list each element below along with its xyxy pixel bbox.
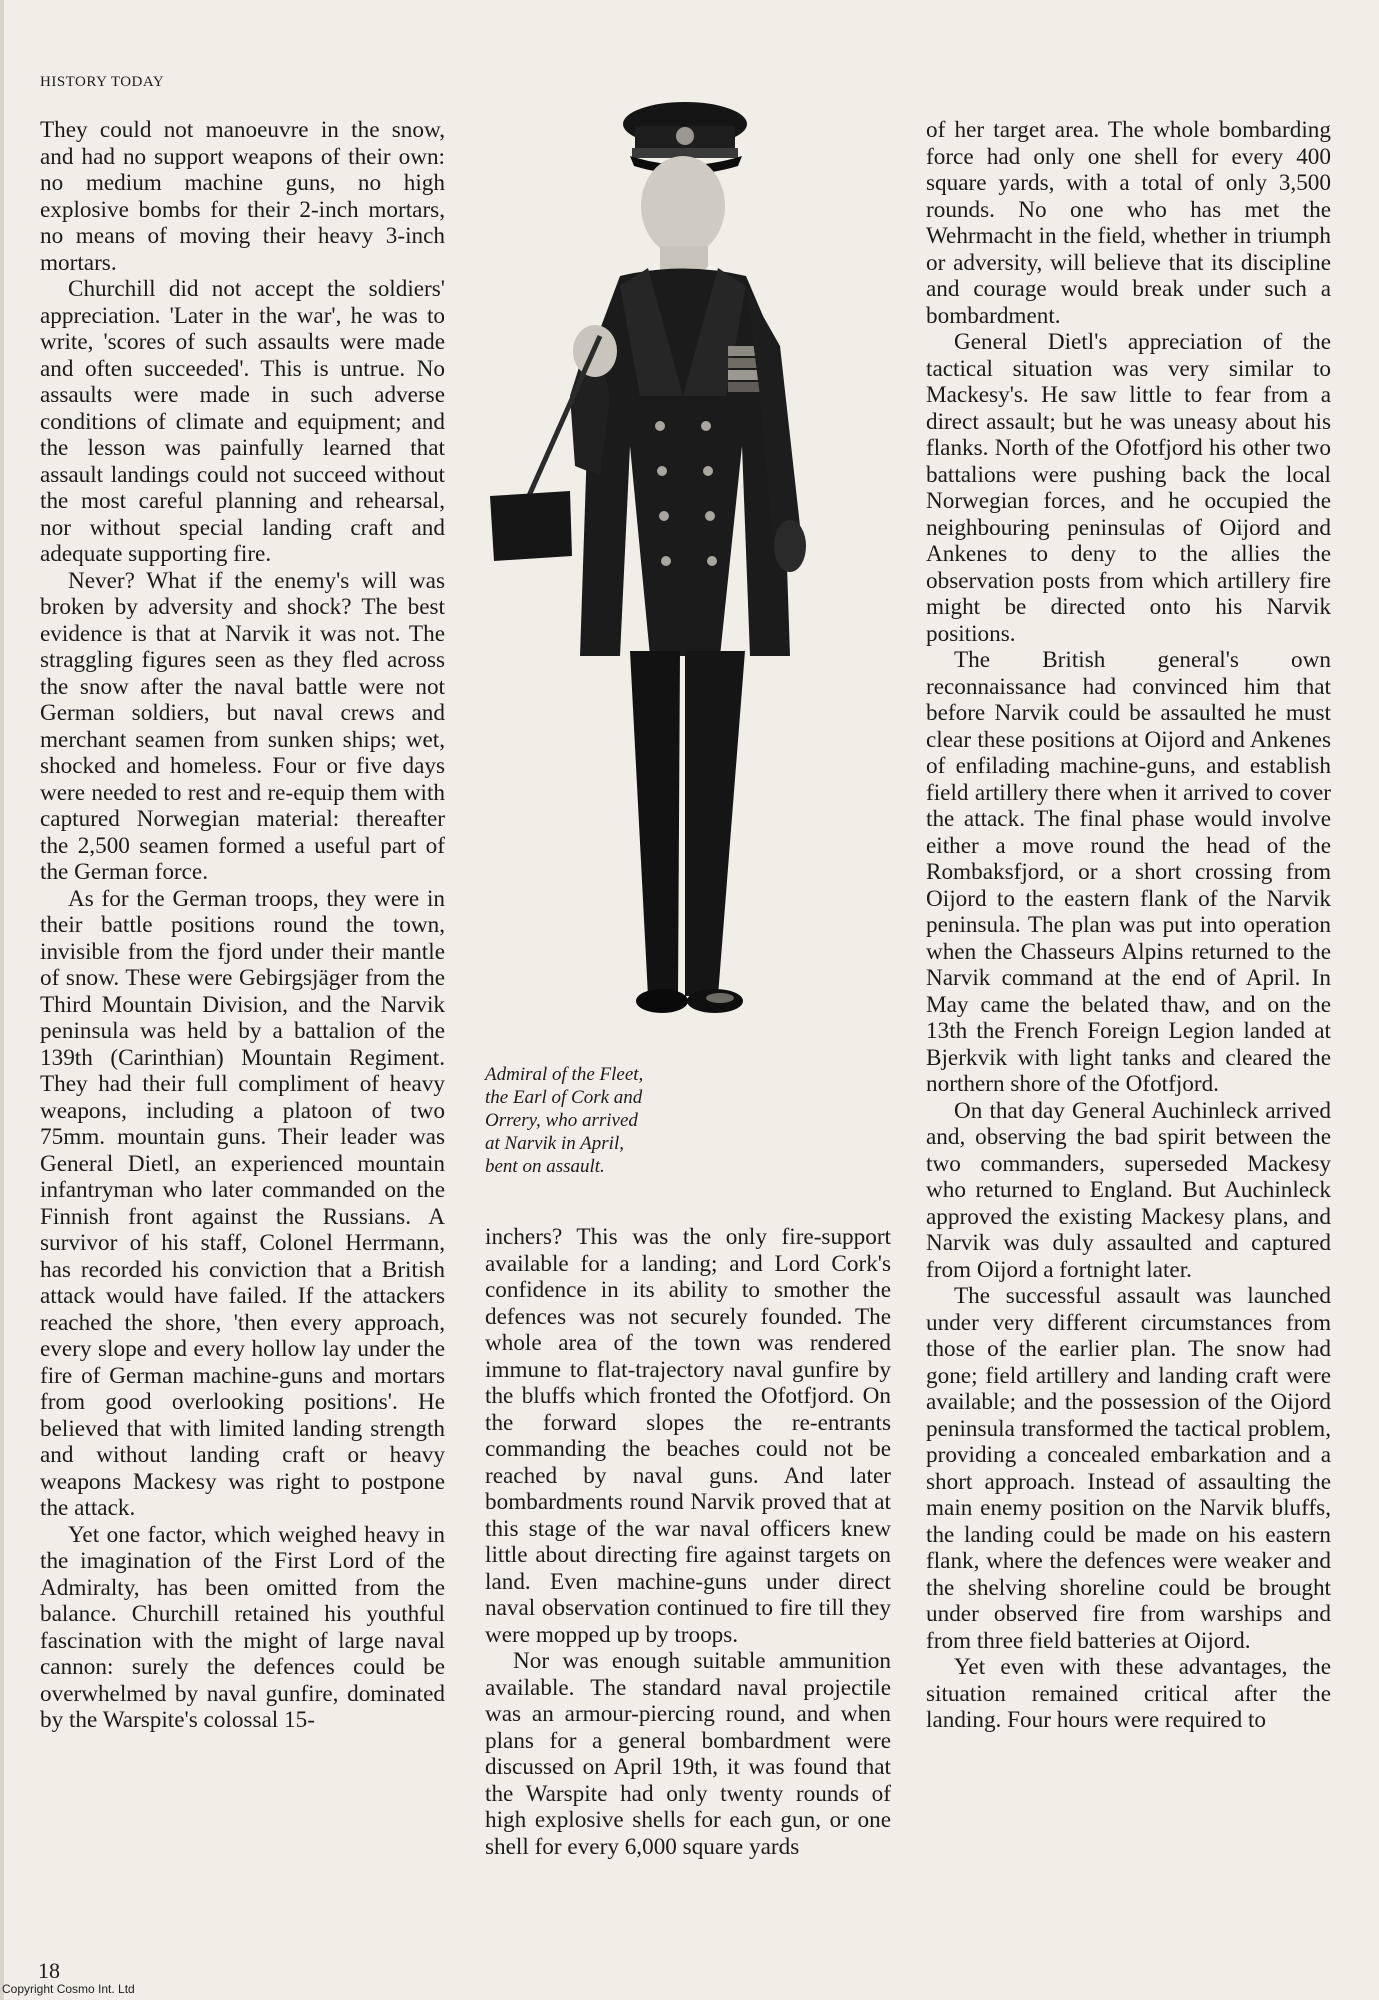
paragraph: As for the German troops, they were in their battle positions round the town, invisible from the fjord under their mantle of snow. These were Gebirgsjäger from the Third Mountain Division, and the Narvik peninsula was held by a battalion of the 139th (Carinthian) Mountain Regiment. They had their full compliment of heavy weapons, including a platoon of two 75mm. mountain guns. Their leader was General Dietl, an experienced mountain infantryman who later commanded on the Finnish front against the Russians. A survivor of his staff, Colonel Herrmann, has recorded his conviction that a British attack would have failed. If the attackers reached the shore, 'then every approach, every slope and every hollow lay under the fire of German machine-guns and mortars from good overlooking positions'. He believed that with limited landing strength and without landing craft or heavy weapons Mackesy was right to postpone the attack.	[40, 885, 445, 1521]
paragraph: inchers? This was the only fire-support available for a landing; and Lord Cork's confidence in its ability to smother the defences was not securely founded. The whole area of the town was rendered immune to flat-trajectory naval gunfire by the bluffs which fronted the Ofotfjord. On the forward slopes the re-entrants commanding the beaches could not be reached by naval guns. And later bombardments round Narvik proved that at this stage of the war naval officers knew little about directing fire against targets on land. Even machine-guns under direct naval observation continued to fire till they were mopped up by troops.	[485, 1224, 891, 1648]
paragraph: Churchill did not accept the soldiers' appreciation. 'Later in the war', he was to write, 'scores of such assaults were made and often succeeded'. This is untrue. No assaults were made in such adverse conditions of climate and equipment; and the lesson was painfully learned that assault landings could not succeed without the most careful planning and rehearsal, nor without special landing craft and adequate supporting fire.	[40, 276, 445, 567]
copyright-notice: Copyright Cosmo Int. Ltd	[2, 1982, 135, 1996]
paragraph: General Dietl's appreciation of the tactical situation was very similar to Mackesy's. He saw little to fear from a direct assault; but he was uneasy about his flanks. North of the Ofotfjord his other two battalions were pushing back the local Norwegian forces, and he occupied the neighbouring peninsulas of Oijord and Ankenes to deny to the allies the observation posts from which artillery fire might be directed onto his Narvik positions.	[926, 329, 1331, 647]
text-column-1	[40, 117, 445, 1734]
photo-caption: Admiral of the Fleet, the Earl of Cork and Orrery, who arrived at Narvik in April, bent on assault.	[485, 1064, 644, 1177]
paragraph: The successful assault was launched under very different circumstances from those of the earlier plan. The snow had gone; field artillery and landing craft were available; and the possession of the Oijord peninsula transformed the tactical problem, providing a concealed embarkation and a short approach. Instead of assaulting the main enemy position on the Narvik bluffs, the landing could be made on his eastern flank, where the defences were weaker and the shelving shoreline could be brought under observed fire from warships and from three field batteries at Oijord.	[926, 1283, 1331, 1654]
running-header: HISTORY TODAY	[40, 74, 165, 90]
paragraph: Never? What if the enemy's will was broken by adversity and shock? The best evidence is that at Narvik it was not. The straggling figures seen as they fled across the snow after the naval battle were not German soldiers, but naval crews and merchant seamen from sunken ships; wet, shocked and homeless. Four or five days were needed to rest and re-equip them with captured Norwegian material: thereafter the 2,500 seamen formed a useful part of the German force.	[40, 567, 445, 885]
paragraph: On that day General Auchinleck arrived and, observing the bad spirit between the two commanders, superseded Mackesy who returned to England. But Auchinleck approved the existing Mackesy plans, and Narvik was duly assaulted and captured from Oijord a fortnight later.	[926, 1097, 1331, 1283]
page-number: 18	[38, 1958, 60, 1983]
paragraph: The British general's own reconnaissance had convinced him that before Narvik could be assaulted he must clear these positions at Oijord and Ankenes of enfilading machine-guns, and establish field artillery there when it arrived to cover the attack. The final phase would involve either a move round the head of the Rombaksfjord, or a short crossing from Oijord to the eastern flank of the Narvik peninsula. The plan was put into operation when the Chasseurs Alpins returned to the Narvik command at the end of April. In May came the belated thaw, and on the 13th the French Foreign Legion landed at Bjerkvik with light tanks and cleared the northern shore of the Ofotfjord.	[926, 647, 1331, 1097]
paragraph: They could not manoeuvre in the snow, and had no support weapons of their own: no medium machine guns, no high explosive bombs for their 2-inch mortars, no means of moving their heavy 3-inch mortars.	[40, 117, 445, 276]
paragraph: of her target area. The whole bombarding force had only one shell for every 400 square yards, with a total of only 3,500 rounds. No one who has met the Wehrmacht in the field, whether in triumph or adversity, will believe that its discipline and courage would break under such a bombardment.	[926, 117, 1331, 329]
page-spine-shadow	[0, 0, 4, 2000]
text-column-3	[926, 117, 1331, 1734]
admiral-photograph	[480, 96, 900, 1216]
paragraph: Yet even with these advantages, the situation remained critical after the landing. Four hours were required to	[926, 1654, 1331, 1733]
paragraph: Yet one factor, which weighed heavy in the imagination of the First Lord of the Admiralty, has been omitted from the balance. Churchill retained his youthful fascination with the might of large naval cannon: surely the defences could be overwhelmed by naval gunfire, dominated by the Warspite's colossal 15-	[40, 1521, 445, 1733]
paragraph: Nor was enough suitable ammunition available. The standard naval projectile was an armour-piercing round, and when plans for a general bombardment were discussed on April 19th, it was found that the Warspite had only twenty rounds of high explosive shells for each gun, or one shell for every 6,000 square yards	[485, 1648, 891, 1860]
text-column-2	[485, 1224, 891, 1860]
